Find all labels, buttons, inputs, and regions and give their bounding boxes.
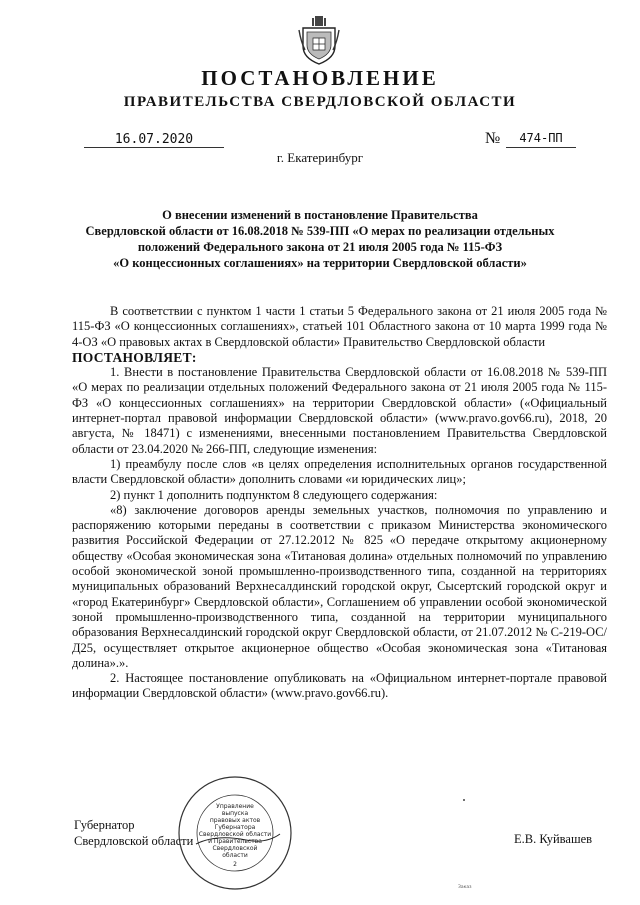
stamp-line: Свердловской: [212, 845, 258, 852]
document-heading: [60, 207, 580, 271]
heading-line: «О концессионных соглашениях» на территории Свердловской области»: [113, 256, 527, 270]
stamp-line: выпуска: [221, 810, 249, 817]
resolves-heading: ПОСТАНОВЛЯЕТ:: [72, 349, 197, 365]
issuer-title: ПРАВИТЕЛЬСТВА СВЕРДЛОВСКОЙ ОБЛАСТИ: [123, 94, 517, 110]
stamp-line: Свердловской области: [198, 831, 272, 838]
heading-line: Свердловской области от 16.08.2018 № 539-ПП «О мерах по реализации отдельных: [85, 224, 555, 238]
number-sign: №: [485, 130, 501, 147]
number-underline: [506, 147, 576, 148]
speck: [463, 799, 465, 801]
preamble: В соответствии с пунктом 1 части 1 статьи 5 Федерального закона от 21 июля 2005 года № 115-ФЗ «О концессионных соглашениях», статьей 101 Областного закона от 10 марта 1999 года № 4-ОЗ «О правовых актах в Свердловской области» Правительство Свердловской области: [72, 304, 607, 349]
city: г. Екатеринбург: [276, 150, 364, 165]
stamp-line: Губернатора: [214, 824, 256, 831]
document-number: 474-ПП: [519, 131, 563, 145]
paragraph-1: 1. Внести в постановление Правительства Свердловской области от 16.08.2018 № 539-ПП «О мерах по реализации отдельных положений Федерального закона от 21 июля 2005 года № 115-ФЗ «О концессионных соглашениях» на территории Свердловской области» («Официальный интернет-портал правовой информации Свердловской области» (www.pravo.gov66.ru), 2018, 20 августа, № 18471) с изменениями, внесенными постановлением Правительства Свердловской области от 23.04.2020 № 266-ПП, следующие изменения:: [72, 365, 607, 456]
subparagraph-1: 1) преамбулу после слов «в целях определения исполнительных органов государственной власти Свердловской области» дополнить словами «и юридических лиц»;: [72, 456, 607, 487]
stamp-line: 2: [233, 861, 237, 868]
position-line: Свердловской области: [74, 833, 194, 848]
coat-of-arms-icon: [297, 14, 341, 66]
signatory-name: Е.В. Куйвашев: [514, 832, 593, 846]
doc-type-title: ПОСТАНОВЛЕНИЕ: [201, 66, 439, 90]
print-footnote: Заказ: [458, 885, 472, 890]
subparagraph-8-text: «8) заключение договоров аренды земельных участков, полномочия по управлению и распоряжению которыми переданы в соответствии с приказом Министерства экономического развития Российской Федерации от 27.12.2012 № 825 «О передаче открытому акционерному обществу «Особая экономическая зона «Титановая долина» отдельных полномочий по управлению особой экономической зоной промышленно-производственного типа, созданной на территориях муниципальных образований Верхнесалдинский городской округ, Сысертский городской округ и «город Екатеринбург» Свердловской области», Соглашением об управлении особой экономической зоной промышленно-производственного типа, созданной на территории муниципального образования Верхнесалдинский городской округ Свердловской области, от 21.07.2012 № С-219-ОС/Д25, осуществляет открытое акционерное общество «Особая экономическая зона «Титановая долина».».: [72, 502, 607, 670]
official-stamp: [176, 774, 294, 892]
document-date: 16.07.2020: [114, 132, 194, 147]
stamp-line: правовых актов: [209, 817, 261, 824]
heading-line: О внесении изменений в постановление Правительства: [162, 208, 478, 222]
document-body: [72, 304, 607, 702]
stamp-line: Управление: [216, 803, 254, 810]
stamp-line: и Правительства: [208, 838, 262, 845]
heading-line: положений Федерального закона от 21 июля 2005 года № 115-ФЗ: [137, 240, 503, 254]
stamp-line: области: [222, 852, 248, 859]
paragraph-2: 2. Настоящее постановление опубликовать на «Официальном интернет-портале правовой информации Свердловской области» (www.pravo.gov66.ru).: [72, 671, 607, 701]
date-underline: [84, 147, 224, 148]
subparagraph-2: 2) пункт 1 дополнить подпунктом 8 следующего содержания:: [110, 487, 438, 502]
position-line: Губернатор: [74, 818, 135, 832]
